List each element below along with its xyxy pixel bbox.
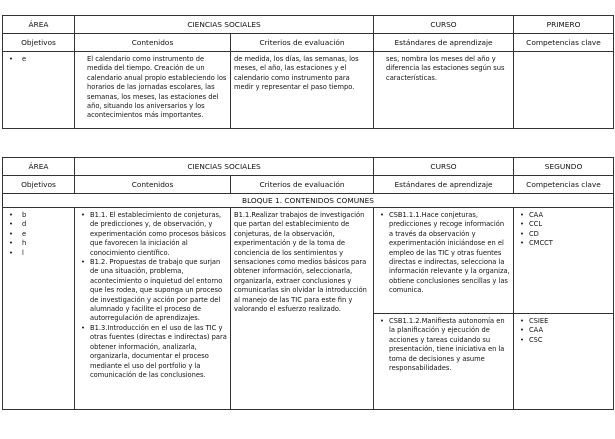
list-item: • CD bbox=[517, 230, 610, 239]
competencias-cell bbox=[514, 52, 614, 129]
objetivos-cell bbox=[3, 208, 75, 410]
estandares-cell bbox=[374, 314, 514, 410]
competencias-cell bbox=[514, 208, 614, 314]
col-estandares: Estándares de aprendizaje bbox=[374, 176, 514, 194]
course-label: CURSO bbox=[374, 16, 514, 34]
table-header-row bbox=[3, 16, 614, 34]
area-label: ÁREA bbox=[3, 16, 75, 34]
column-header-row bbox=[3, 34, 614, 52]
table-row bbox=[3, 52, 614, 129]
list-item: • CMCCT bbox=[517, 239, 610, 248]
col-objetivos: Objetivos bbox=[3, 176, 75, 194]
col-objetivos: Objetivos bbox=[3, 34, 75, 52]
list-item: • CAA bbox=[517, 211, 610, 220]
list-item: • b bbox=[6, 211, 71, 220]
list-item: • B1.3.Introducción en el uso de las TIC y otras fuentes (directas e indirectas) para obtener información, analizarla, organizarla, documentar el proceso mediante el uso del portfolio y la comunicación de las conclusiones. bbox=[78, 324, 227, 380]
competencias-cell bbox=[514, 314, 614, 410]
list-item: • CSB1.1.2.Manifiesta autonomía en la planificación y ejecución de acciones y tareas cuidando su presentación, tiene iniciativa en la toma de decisiones y asume responsabilidades. bbox=[377, 317, 510, 373]
contenidos-cell: El calendario como instrumento de medida del tiempo. Creación de un calendario anual propio estableciendo los horarios de las jornadas escolares, las semanas, los meses, las estaciones del año, situando los aniversarios y los acontecimientos más importantes. bbox=[75, 52, 231, 129]
area-label: ÁREA bbox=[3, 158, 75, 176]
list-item: • B1.1. El establecimiento de conjeturas, de predicciones y, de observación, y experimentación como procesos básicos que favorecen la iniciación al conocimiento científico. bbox=[78, 211, 227, 258]
course-value: SEGUNDO bbox=[514, 158, 614, 176]
curriculum-table-primero bbox=[2, 15, 614, 129]
col-competencias: Competencias clave bbox=[514, 34, 614, 52]
criterios-cell: de medida, los días, las semanas, los meses, el año, las estaciones y el calendario como instrumento para medir y representar el paso tiempo. bbox=[231, 52, 374, 129]
curriculum-table-segundo bbox=[2, 157, 614, 410]
col-competencias: Competencias clave bbox=[514, 176, 614, 194]
list-item: • l bbox=[6, 249, 71, 258]
list-item: • CAA bbox=[517, 326, 610, 335]
contenidos-cell bbox=[75, 208, 231, 410]
col-estandares: Estándares de aprendizaje bbox=[374, 34, 514, 52]
list-item: • CSIEE bbox=[517, 317, 610, 326]
criterios-cell: B1.1.Realizar trabajos de investigación que partan del establecimiento de conjeturas, de la observación, experimentación y de la toma de conciencia de los sentimientos y sensaciones como medios básicos para obtener información, seleccionarla, organizarla, extraer conclusiones y comunicarlas sin olvidar la introducción al manejo de las TIC para este fin y valorando el esfuerzo realizado. bbox=[231, 208, 374, 410]
objetivos-cell bbox=[3, 52, 75, 129]
subject-title: CIENCIAS SOCIALES bbox=[75, 158, 374, 176]
table-header-row bbox=[3, 158, 614, 176]
list-item: • e bbox=[6, 55, 71, 64]
course-value: PRIMERO bbox=[514, 16, 614, 34]
table-row bbox=[3, 208, 614, 314]
list-item: • d bbox=[6, 220, 71, 229]
list-item: • CSB1.1.1.Hace conjeturas, predicciones y recoge información a través da observación y experimentación iniciándose en el empleo de las TIC y otras fuentes directas e indirectas, selecciona la información relevante y la organiza, obtiene conclusiones sencillas y las comunica. bbox=[377, 211, 510, 296]
col-criterios: Criterios de evaluación bbox=[231, 176, 374, 194]
list-item: • e bbox=[6, 230, 71, 239]
estandares-cell bbox=[374, 208, 514, 314]
list-item: • CCL bbox=[517, 220, 610, 229]
list-item: • h bbox=[6, 239, 71, 248]
block-title: BLOQUE 1. CONTENIDOS COMUNES bbox=[3, 194, 614, 208]
col-criterios: Criterios de evaluación bbox=[231, 34, 374, 52]
block-title-row bbox=[3, 194, 614, 208]
list-item: • CSC bbox=[517, 336, 610, 345]
col-contenidos: Contenidos bbox=[75, 34, 231, 52]
course-label: CURSO bbox=[374, 158, 514, 176]
estandares-cell: ses, nombra los meses del año y diferencia las estaciones según sus características. bbox=[374, 52, 514, 129]
column-header-row bbox=[3, 176, 614, 194]
list-item: • B1.2. Propuestas de trabajo que surjan de una situación, problema, acontecimiento o inquietud del entorno que les rodea, que suponga un proceso de investigación y acción por parte del alumnado y facilite el proceso de autorregulación de aprendizajes. bbox=[78, 258, 227, 324]
col-contenidos: Contenidos bbox=[75, 176, 231, 194]
subject-title: CIENCIAS SOCIALES bbox=[75, 16, 374, 34]
